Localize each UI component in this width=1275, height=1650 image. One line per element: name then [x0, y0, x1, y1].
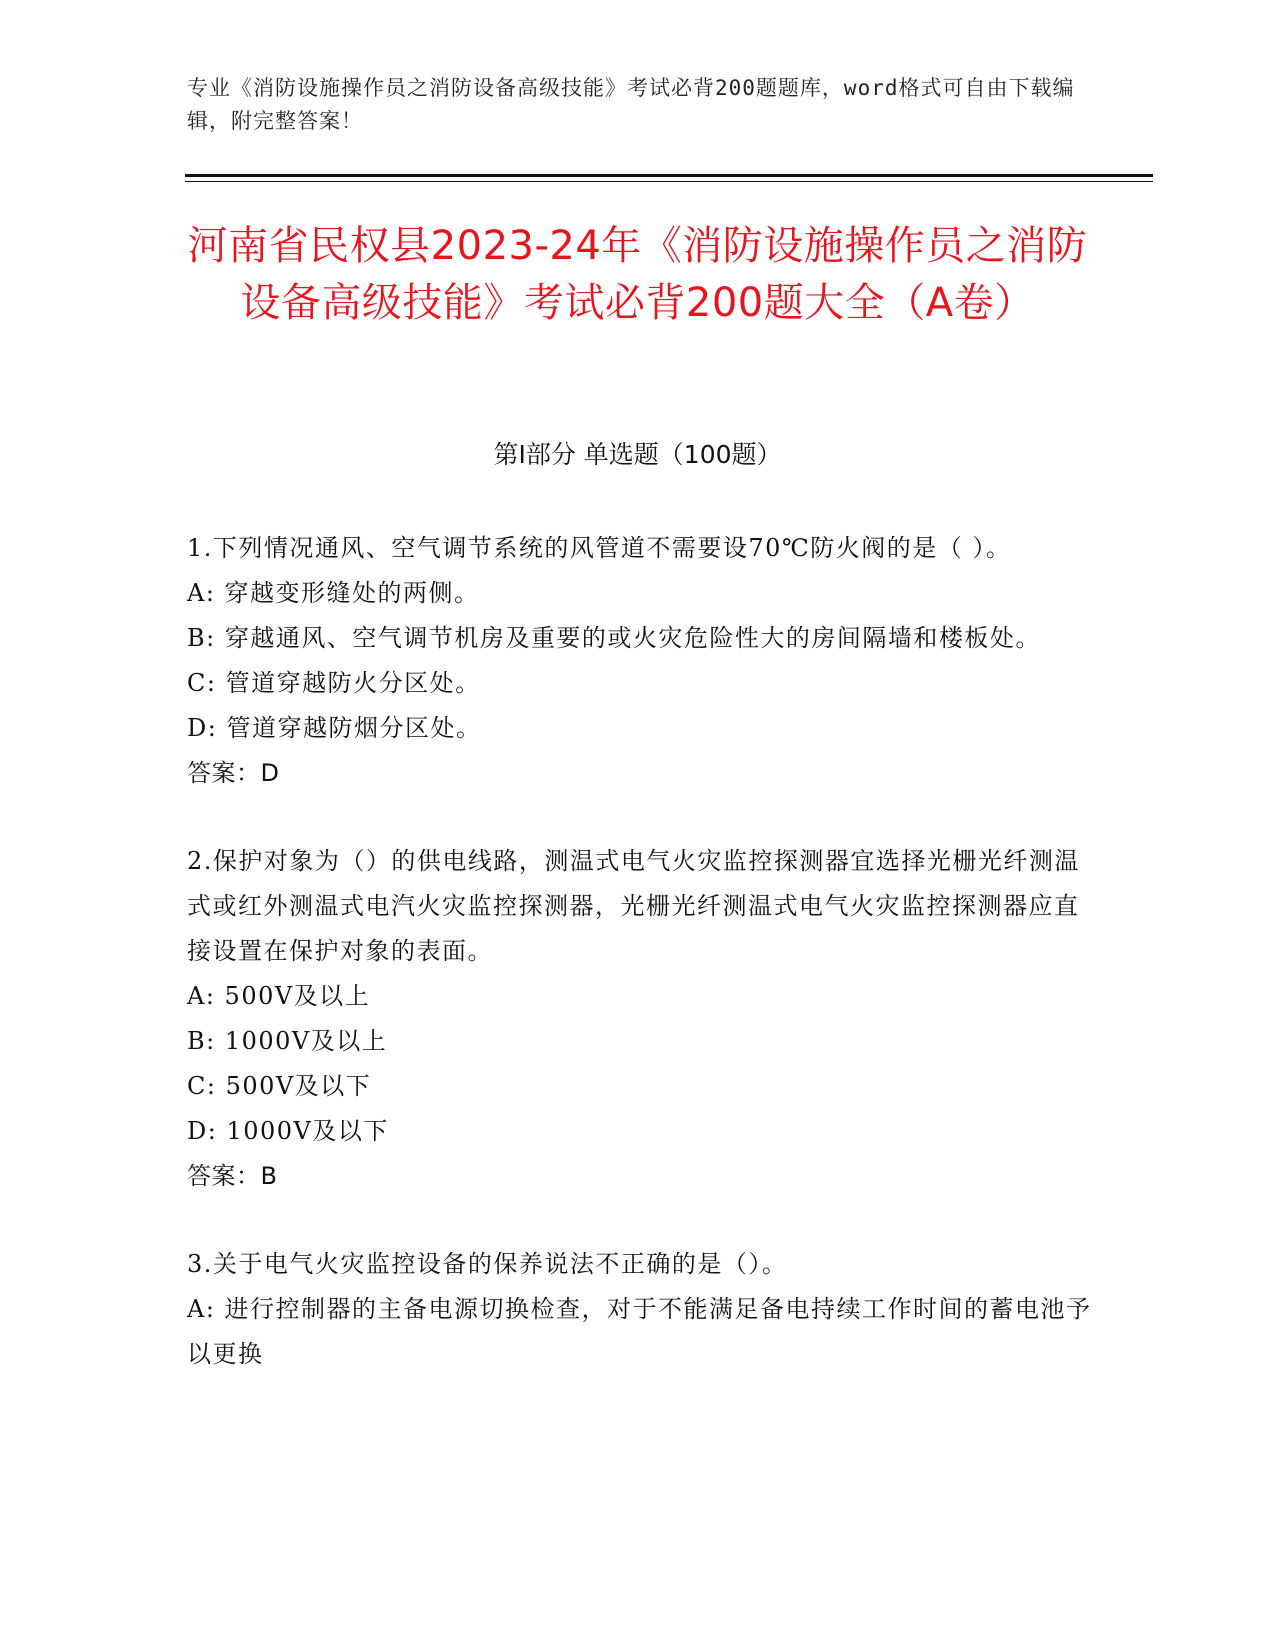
section-heading: 第I部分 单选题（100题） — [493, 440, 782, 469]
question-3 — [187, 1242, 1092, 1377]
header-note: 专业《消防设施操作员之消防设备高级技能》考试必背200题题库，word格式可自由下载编辑，附完整答案！ — [187, 76, 1075, 133]
document-title: 河南省民权县2023-24年《消防设施操作员之消防设备高级技能》考试必背200题大全（A卷） — [187, 223, 1088, 326]
question-stem: 1.下列情况通风、空气调节系统的风管道不需要设70℃防火阀的是（ ）。 — [187, 534, 1012, 562]
option-c: C: 管道穿越防火分区处。 — [187, 669, 481, 697]
question-stem: 2.保护对象为（）的供电线路，测温式电气火灾监控探测器宜选择光栅光纤测温式或红外测温式电汽火灾监控探测器，光栅光纤测温式电气火灾监控探测器应直接设置在保护对象的表面。 — [187, 847, 1080, 965]
option-c: C: 500V及以下 — [187, 1072, 372, 1100]
option-b: B: 穿越通风、空气调节机房及重要的或火灾危险性大的房间隔墙和楼板处。 — [187, 624, 1041, 652]
answer-line: 答案：B — [187, 1162, 278, 1190]
option-b: B: 1000V及以上 — [187, 1027, 388, 1055]
question-1 — [187, 526, 1092, 796]
option-d: D: 1000V及以下 — [187, 1117, 389, 1145]
question-list — [187, 526, 1092, 1420]
header-divider-thin — [185, 181, 1153, 182]
header-divider-thick — [185, 174, 1153, 177]
option-a: A: 进行控制器的主备电源切换检查，对于不能满足备电持续工作时间的蓄电池予以更换 — [187, 1295, 1092, 1368]
option-a: A: 500V及以上 — [187, 982, 371, 1010]
answer-line: 答案：D — [187, 759, 280, 787]
option-a: A: 穿越变形缝处的两侧。 — [187, 579, 480, 607]
option-d: D: 管道穿越防烟分区处。 — [187, 714, 482, 742]
question-2 — [187, 839, 1092, 1199]
question-stem: 3.关于电气火灾监控设备的保养说法不正确的是（）。 — [187, 1250, 788, 1278]
